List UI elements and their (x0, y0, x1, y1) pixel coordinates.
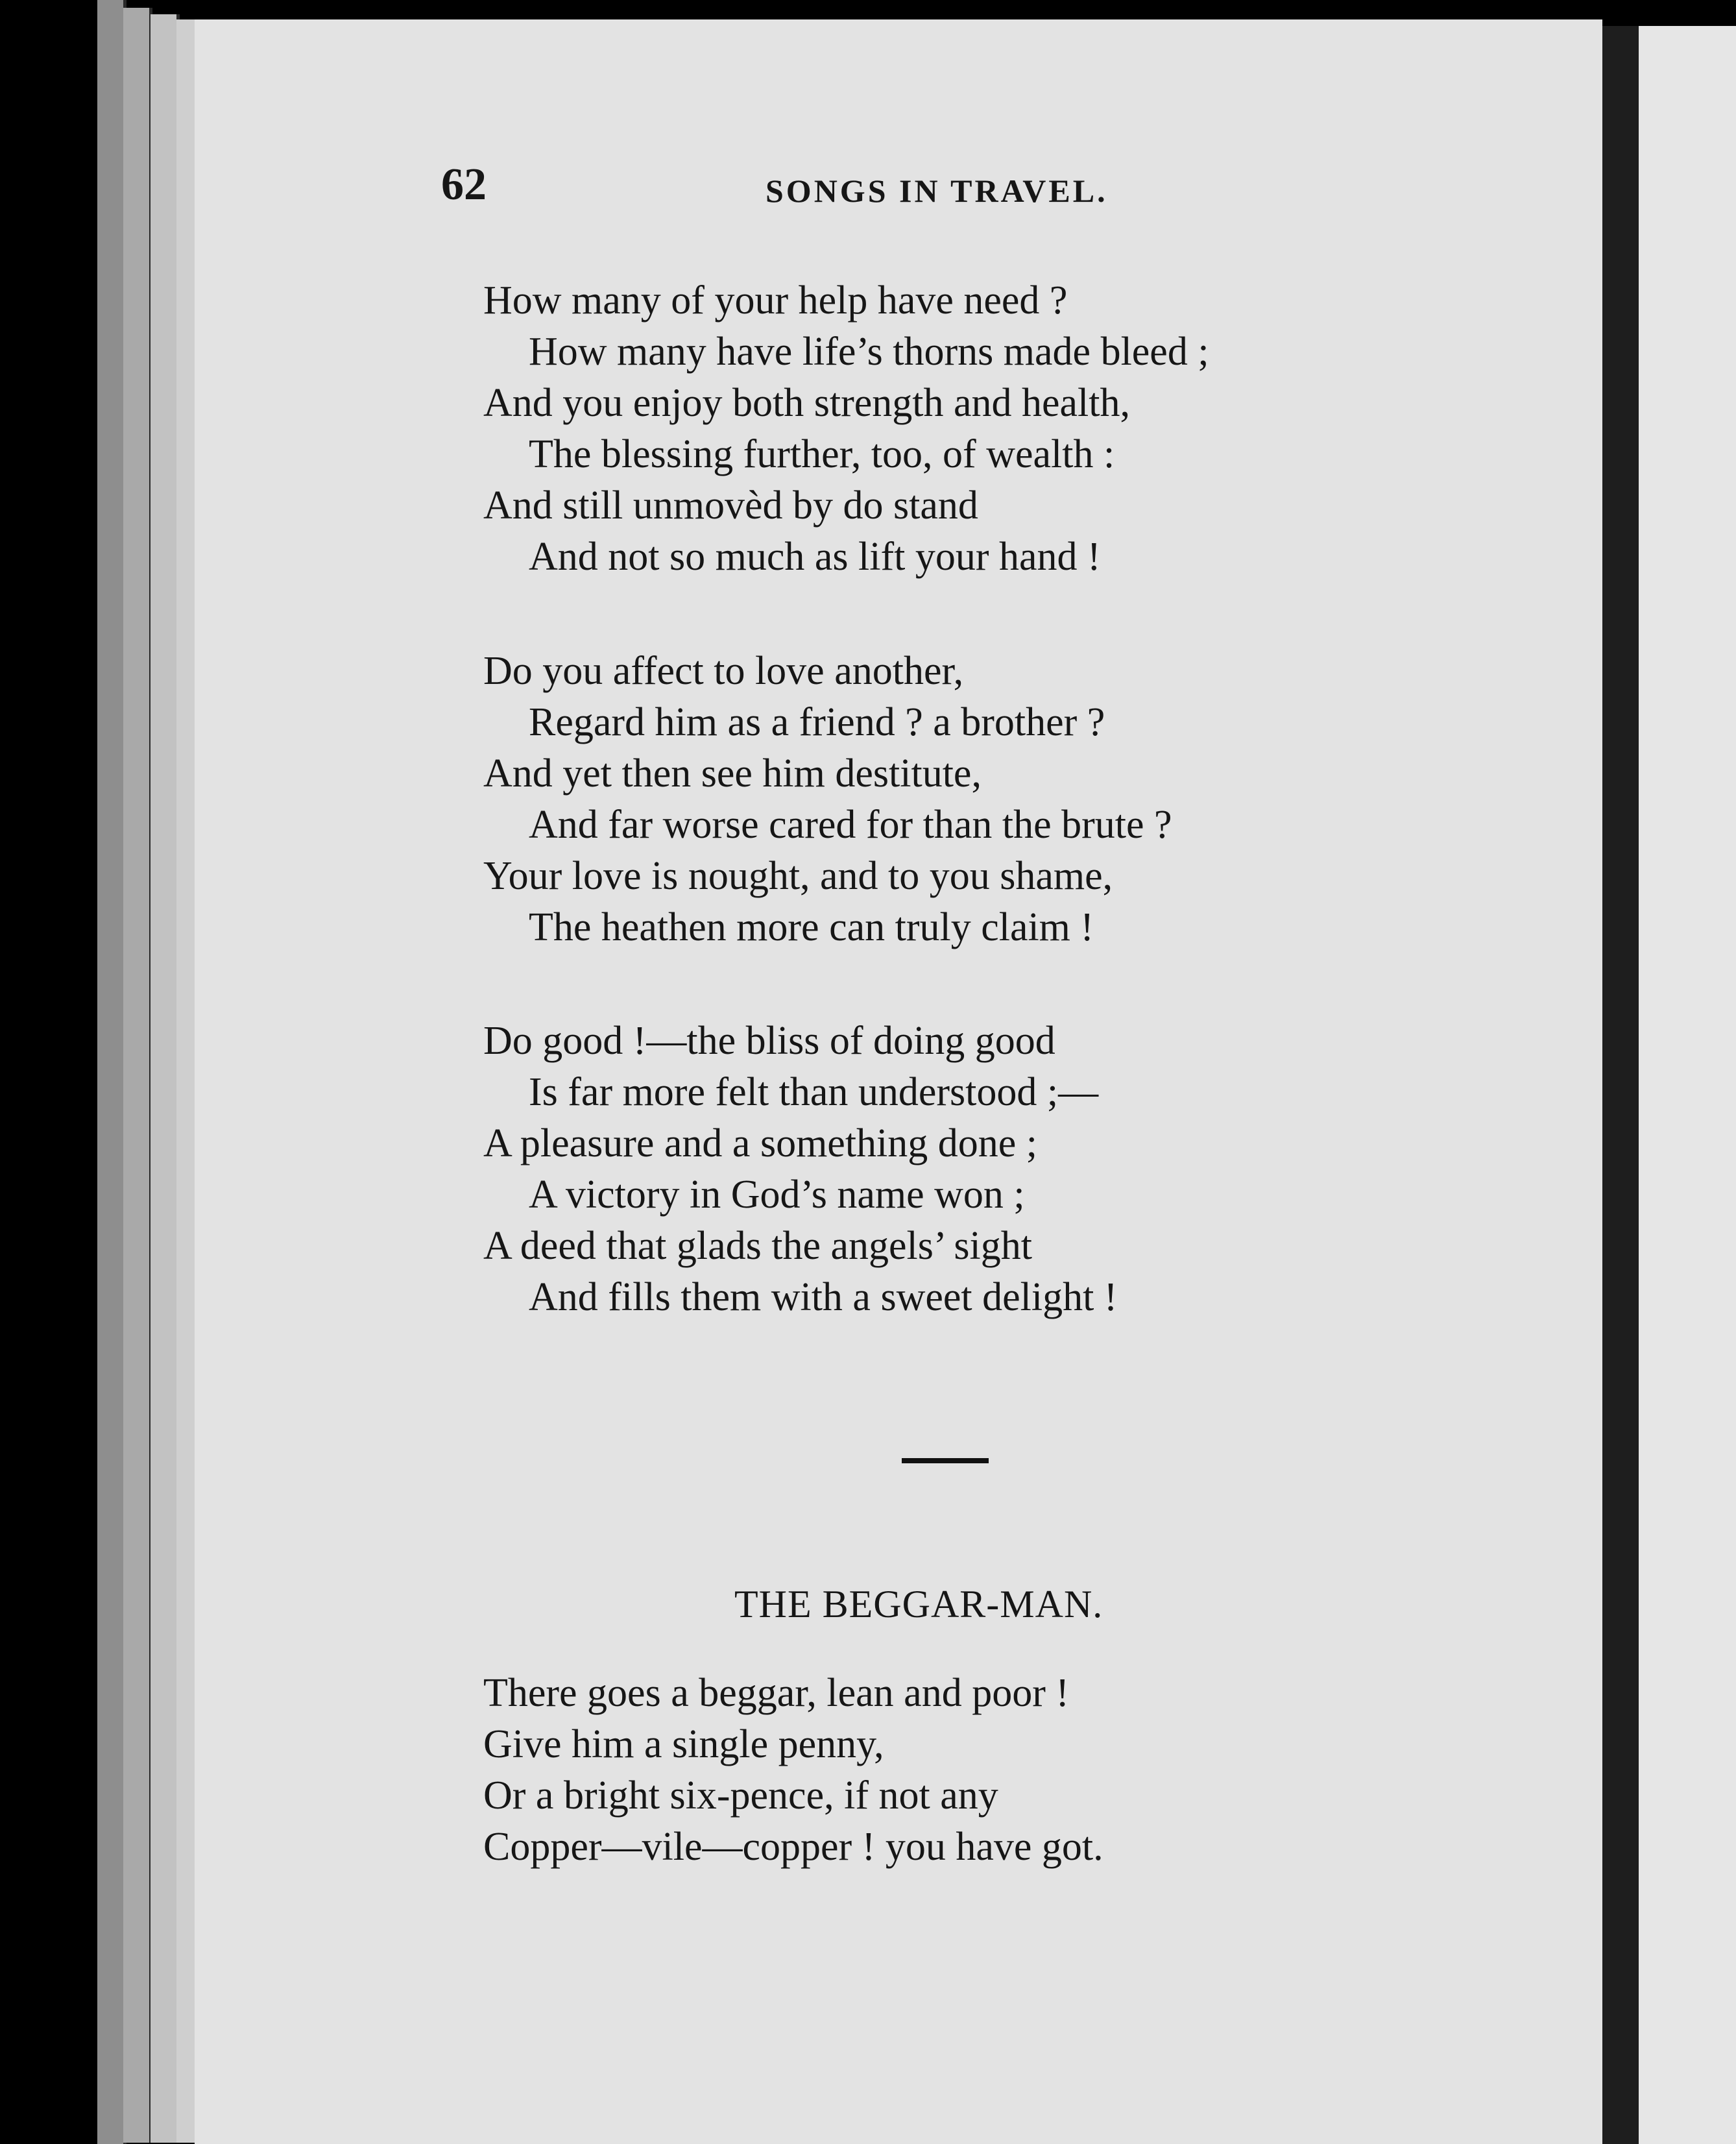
verse-line: Do you affect to love another, (483, 649, 964, 693)
verse-line: The blessing further, too, of wealth : (529, 432, 1115, 476)
verse-line: A victory in God’s name won ; (529, 1173, 1025, 1217)
verse-line: How many of your help have need ? (483, 278, 1068, 323)
verse-line: And still unmovèd by do stand (483, 483, 978, 528)
verse-line: Copper—vile—copper ! you have got. (483, 1825, 1103, 1869)
verse-line: A deed that glads the angels’ sight (483, 1224, 1032, 1268)
stanza (483, 275, 1586, 583)
stanza (483, 1668, 1586, 1873)
page-edge (123, 8, 152, 2143)
stanza (483, 646, 1586, 953)
page-edge (97, 0, 127, 2144)
verse-line: And you enjoy both strength and health, (483, 381, 1130, 425)
running-title: SONGS IN TRAVEL. (766, 173, 1108, 209)
verse-line: Is far more felt than understood ;— (529, 1070, 1099, 1114)
book-page (195, 19, 1602, 2144)
verse-line: Do good !—the bliss of doing good (483, 1019, 1055, 1063)
stanza (483, 1016, 1586, 1323)
page-number: 62 (441, 160, 487, 210)
verse-line: And not so much as lift your hand ! (529, 535, 1101, 579)
verse-line: And far worse cared for than the brute ? (529, 803, 1172, 847)
page-header (441, 159, 1349, 230)
poem-title: THE BEGGAR-MAN. (734, 1583, 1103, 1626)
verse-line: And yet then see him destitute, (483, 751, 982, 796)
binding-gutter (1602, 26, 1639, 2144)
page-edge (151, 14, 180, 2143)
facing-page-edge (1639, 26, 1736, 2144)
verse-line: Or a bright six-pence, if not any (483, 1773, 998, 1818)
verse-line: Your love is nought, and to you shame, (483, 854, 1113, 898)
section-divider (902, 1458, 989, 1463)
verse-line: The heathen more can truly claim ! (529, 905, 1094, 949)
verse-line: Give him a single penny, (483, 1722, 884, 1766)
verse-line: Regard him as a friend ? a brother ? (529, 700, 1105, 744)
verse-line: How many have life’s thorns made bleed ; (529, 330, 1209, 374)
verse-line: A pleasure and a something done ; (483, 1121, 1038, 1165)
verse-line: And fills them with a sweet delight ! (529, 1275, 1118, 1319)
verse-line: There goes a beggar, lean and poor ! (483, 1671, 1069, 1715)
